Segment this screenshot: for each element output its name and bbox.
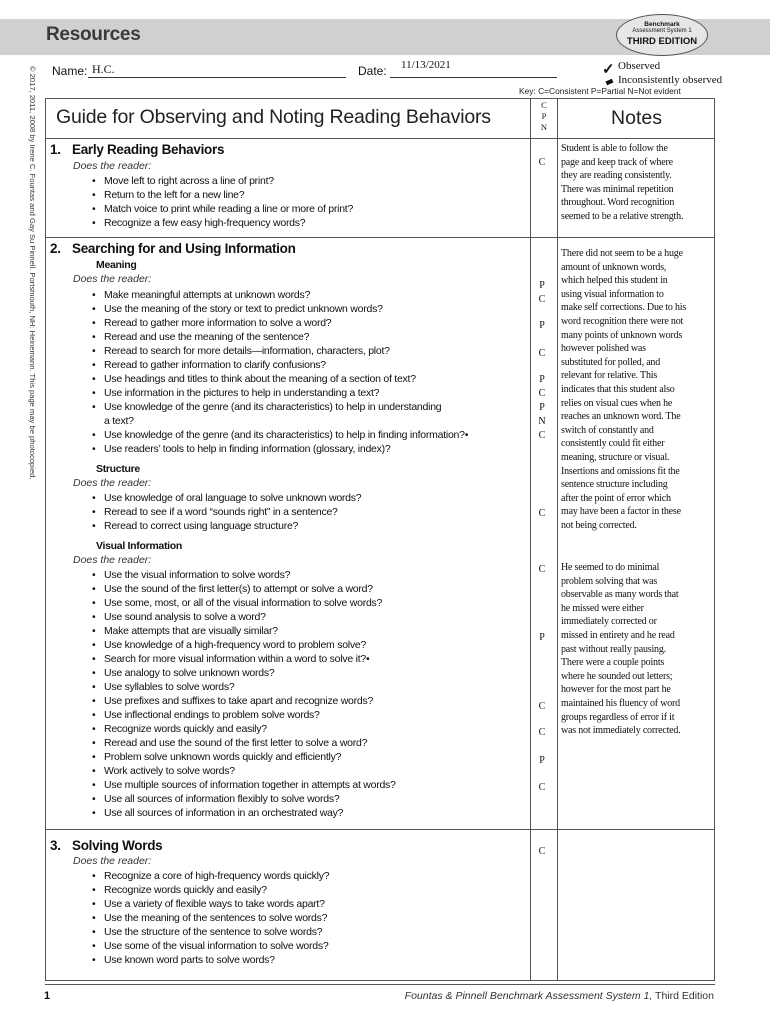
cpn-mark: C [538,430,546,441]
section-number: 3. [50,838,61,853]
row-divider [45,138,715,139]
note-line: indicates that this student also [561,383,675,395]
behavior-list [92,491,532,533]
footer-credit [405,990,714,1002]
note-line: immediately corrected or [561,616,657,628]
cpn-mark: C [538,294,546,305]
list-item: • Use syllables to solve words? [92,680,532,694]
section-heading [50,838,162,853]
observed-legend: Observed [618,60,661,72]
cpn-mark: C [538,701,546,712]
note-line: page and keep track of where [561,156,673,168]
cpn-header [530,100,558,133]
list-item: • Use headings and titles to think about the meaning of a section of text? [92,372,532,386]
list-item: • Use knowledge of oral language to solve unknown words? [92,491,532,505]
note-line: meaning, structure or visual. [561,451,670,463]
edition-badge [616,14,708,56]
note-line: relies on visual cues when he [561,397,673,409]
note-line: There were a couple points [561,657,665,669]
cpn-mark: P [539,320,545,331]
does-reader-label: Does the reader: [73,855,152,867]
list-item: • Reread and use the sound of the first letter to solve a word? [92,736,532,750]
list-item: • Problem solve unknown words quickly and efficiently? [92,750,532,764]
note-line: which helped this student in [561,275,668,287]
note-line: past without really pausing. [561,643,666,655]
list-item: • Use the visual information to solve words? [92,568,532,582]
list-item: • Use multiple sources of information together in attempts at words? [92,778,532,792]
list-item: • Use a variety of flexible ways to take words apart? [92,897,532,911]
list-item: • Use sound analysis to solve a word? [92,610,532,624]
section-number: 1. [50,142,61,157]
notes-cell [561,247,713,532]
behavior-list [92,568,532,820]
cpn-mark: C [538,388,546,399]
list-item: • Reread to see if a word “sounds right” in a sentence? [92,505,532,519]
note-line: Insertions and omissions fit the [561,465,680,477]
cpn-mark: C [538,564,546,575]
cpn-mark: C [538,846,546,857]
cpn-mark: P [539,402,545,413]
section-heading [50,241,296,256]
note-line: they are reading consistently. [561,170,672,182]
notes-cell [561,561,713,738]
list-item: • Use some of the visual information to solve words? [92,939,532,953]
cpn-mark: C [538,157,546,168]
behavior-list [92,288,532,456]
note-line: he missed were either [561,602,644,614]
note-line: however polished was [561,343,646,355]
list-item: • Use all sources of information flexibly to solve words? [92,792,532,806]
list-item: • Make attempts that are visually similar? [92,624,532,638]
notes-header: Notes [611,107,662,129]
subsection-title: Meaning [96,259,137,271]
list-item: • Use knowledge of a high-frequency word to problem solve? [92,638,532,652]
does-reader-label: Does the reader: [73,160,152,172]
subsection-title: Visual Information [96,540,183,552]
row-divider [45,237,715,238]
dash-mark-icon [605,79,613,86]
copyright-notice [28,66,38,506]
list-item: • Reread to gather information to clarify confusions? [92,358,532,372]
list-item: • Make meaningful attempts at unknown words? [92,288,532,302]
cpn-mark: C [538,348,546,359]
column-divider [557,98,558,981]
cpn-mark: P [539,632,545,643]
date-field[interactable] [390,77,557,78]
note-line: using visual information to [561,288,664,300]
row-divider [45,829,715,830]
note-line: substituted for polled, and [561,356,661,368]
date-value: 11/13/2021 [401,59,451,71]
list-item-continuation: • a text? [92,414,532,428]
section-title: Solving Words [72,838,163,853]
cpn-mark: C [538,782,546,793]
note-line: many points of unknown words [561,329,683,341]
name-field[interactable] [88,77,346,78]
note-line: groups regardless of error if it [561,711,675,723]
note-line: There did not seem to be a huge [561,248,683,259]
note-line: amount of unknown words, [561,261,667,273]
footer-edition: Third Edition [652,990,714,1002]
note-line: was not immediately corrected. [561,725,681,737]
subsection-title: Structure [96,463,140,475]
list-item: • Return to the left for a new line? [92,188,532,202]
list-item: • Reread and use the meaning of the sentence? [92,330,532,344]
list-item: • Reread to correct using language structure? [92,519,532,533]
note-line: maintained his fluency of word [561,697,680,709]
note-line: word recognition there were not [561,315,684,327]
note-line: observable as many words that [561,589,679,601]
cpn-n: N [540,122,548,132]
section-number: 2. [50,241,61,256]
inconsistent-legend: Inconsistently observed [618,74,723,86]
note-line: He seemed to do minimal [561,562,660,573]
note-line: problem solving that was [561,575,658,587]
list-item: • Work actively to solve words? [92,764,532,778]
table-title: Guide for Observing and Noting Reading Behaviors [56,106,491,128]
note-line: not being corrected. [561,519,637,531]
list-item: • Use the sound of the first letter(s) to attempt or solve a word? [92,582,532,596]
list-item: • Use some, most, or all of the visual information to solve words? [92,596,532,610]
cpn-p: P [541,111,547,121]
cpn-mark: P [539,280,545,291]
cpn-mark: P [539,374,545,385]
list-item: • Move left to right across a line of print? [92,174,532,188]
note-line: throughout. Word recognition [561,197,675,209]
name-label: Name: [52,64,88,78]
list-item: • Use the structure of the sentence to solve words? [92,925,532,939]
copyright-text: © 2017, 2011, 2008 by Irene C. Fountas and Gay Su Pinnell. Portsmouth, NH: Heinemann. This page may be photocopied. [28,66,37,480]
badge-line2: Assessment System 1 [632,28,692,34]
note-line: make self corrections. Due to his [561,302,687,314]
resources-title: Resources [46,24,141,45]
note-line: relevant for relative. This [561,370,658,382]
cpn-mark: C [538,727,546,738]
list-item: • Use the meaning of the sentences to solve words? [92,911,532,925]
note-line: seemed to be a relative strength. [561,210,684,222]
cpn-c: C [541,100,547,110]
list-item: • Reread to search for more details—information, characters, plot? [92,344,532,358]
note-line: consistently could fit either [561,438,665,450]
note-line: reaches an unknown word. The [561,411,681,423]
cpn-mark: N [538,416,546,427]
list-item: • Match voice to print while reading a line or more of print? [92,202,532,216]
page-number: 1 [44,990,51,1002]
list-item: • Recognize a few easy high-frequency words? [92,216,532,230]
section-title: Early Reading Behaviors [72,142,225,157]
list-item: • Recognize a core of high-frequency words quickly? [92,869,532,883]
does-reader-label: Does the reader: [73,554,152,566]
note-line: however for the most part he [561,684,671,696]
note-line: Student is able to follow the [561,143,668,154]
cpn-mark: P [539,755,545,766]
note-line: sentence structure including [561,479,668,491]
behavior-list [92,869,532,967]
badge-line3: THIRD EDITION [626,36,698,47]
footer-book-title: Fountas & Pinnell Benchmark Assessment System 1, [404,990,653,1002]
list-item: • Use inflectional endings to problem solve words? [92,708,532,722]
list-item: • Use analogy to solve unknown words? [92,666,532,680]
list-item: • Use known word parts to solve words? [92,953,532,967]
list-item: • Use information in the pictures to help in understanding a text? [92,386,532,400]
list-item: • Use prefixes and suffixes to take apart and recognize words? [92,694,532,708]
key-legend: Key: C=Consistent P=Partial N=Not evident [519,86,681,96]
note-line: missed in entirety and he read [561,629,675,641]
does-reader-label: Does the reader: [73,273,152,285]
note-line: after the point of error which [561,492,671,504]
note-line: where he sounded out letters; [561,670,673,682]
list-item: • Use knowledge of the genre (and its characteristics) to help in finding information?• [92,428,532,442]
list-item: • Search for more visual information within a word to solve it?• [92,652,532,666]
notes-cell [561,142,713,224]
list-item: • Recognize words quickly and easily? [92,722,532,736]
behavior-list [92,174,532,230]
section-heading [50,142,224,157]
does-reader-label: Does the reader: [73,477,152,489]
section-title: Searching for and Using Information [72,241,296,256]
list-item: • Use knowledge of the genre (and its characteristics) to help in understanding [92,400,532,414]
list-item: • Recognize words quickly and easily? [92,883,532,897]
note-line: There was minimal repetition [561,183,674,195]
note-line: may have been a factor in these [561,506,681,518]
list-item: • Reread to gather more information to solve a word? [92,316,532,330]
list-item: • Use all sources of information in an orchestrated way? [92,806,532,820]
list-item: • Use the meaning of the story or text to predict unknown words? [92,302,532,316]
cpn-mark: C [538,508,546,519]
name-value: H.C. [92,62,115,76]
list-item: • Use readers’ tools to help in finding information (glossary, index)? [92,442,532,456]
footer-rule [45,984,715,985]
note-line: switch of constantly and [561,424,654,436]
badge-line1: Benchmark [644,21,680,28]
checkmark-icon: ✓ [602,61,615,78]
date-label: Date: [358,64,387,78]
